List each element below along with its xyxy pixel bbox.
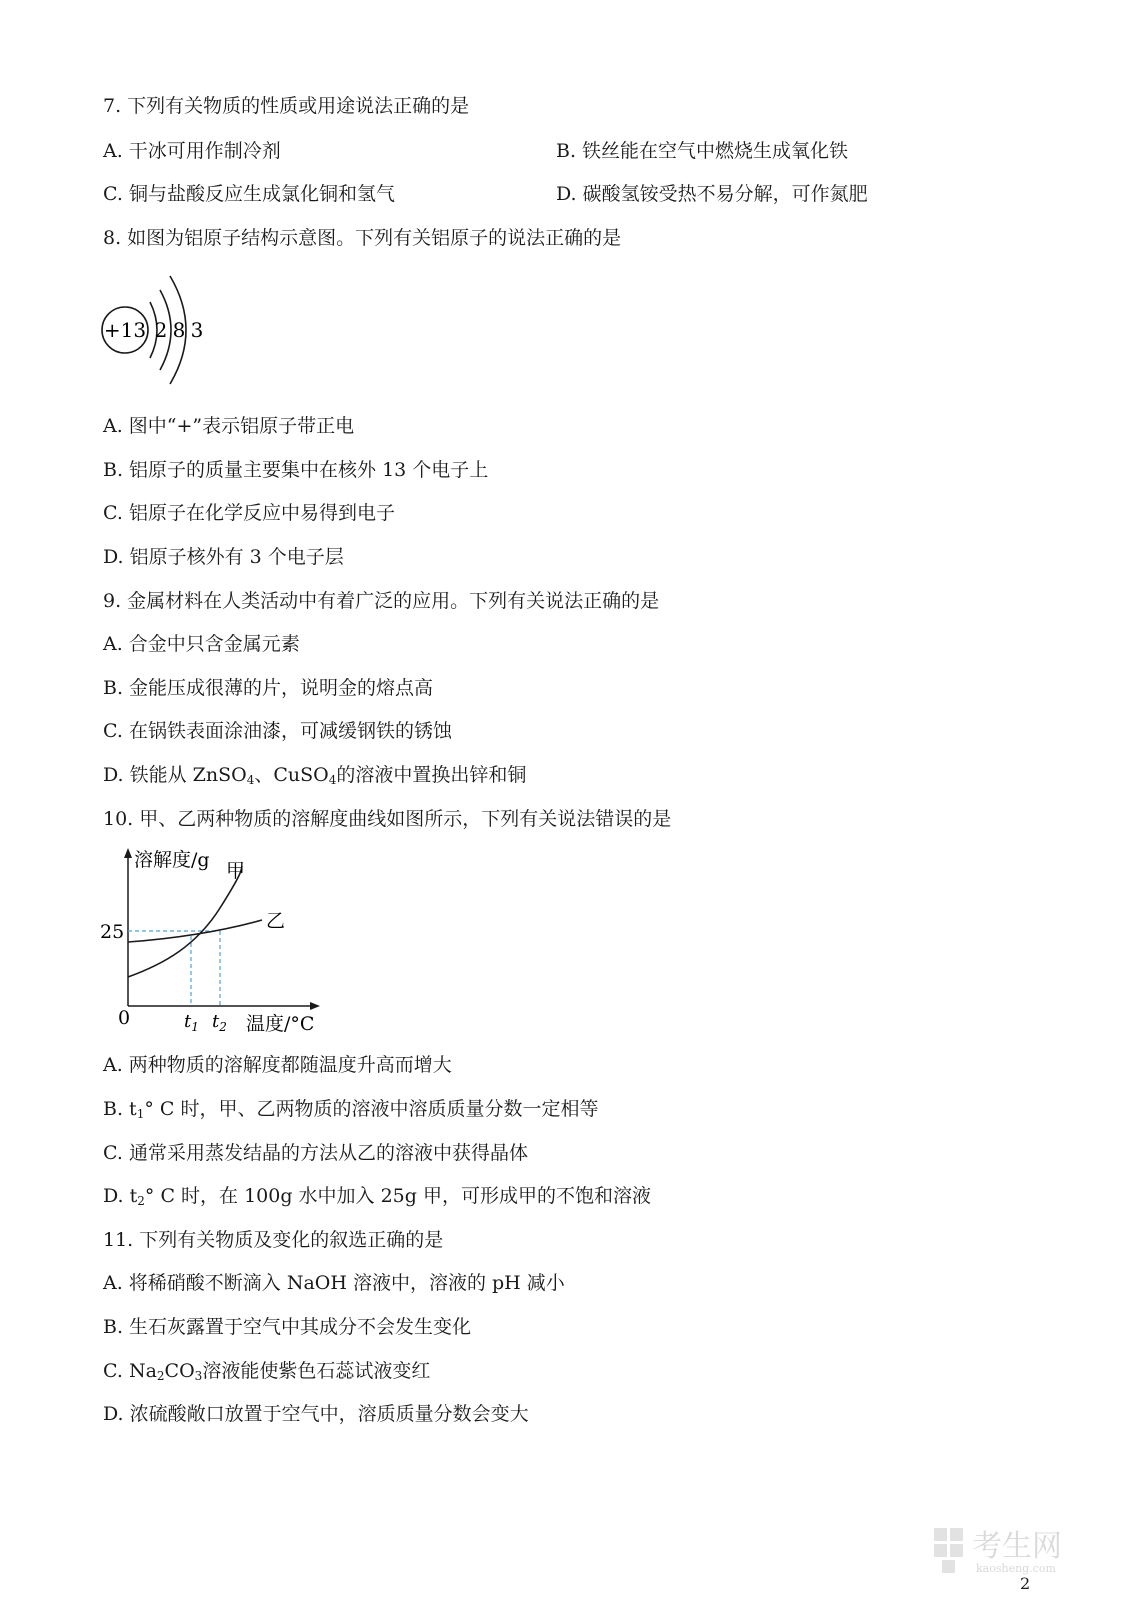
q8-option-b: B. 铝原子的质量主要集中在核外 13 个电子上 [103,459,489,481]
q10-option-c: C. 通常采用蒸发结晶的方法从乙的溶液中获得晶体 [103,1142,528,1164]
q10-option-b: B. $t_1^\circ$ C 时，甲、乙两物质的溶液中溶质质量分数一定相等 [103,1098,599,1121]
q8-option-d: D. 铝原子核外有 3 个电子层 [103,546,344,568]
q8-option-a: A. 图中“+”表示铝原子带正电 [103,415,355,437]
kaosheng-logo-icon [934,1528,963,1573]
shell-3-electrons: 3 [190,318,204,342]
kaosheng-watermark [932,1524,1100,1576]
watermark-brand: 考生网 [972,1529,1062,1564]
q10-option-d: D. $t_2^\circ$ C 时，在 100g 水中加入 25g 甲，可形成甲的不饱和溶液 [103,1185,651,1208]
q9-option-a: A. 合金中只含金属元素 [103,633,300,655]
x-axis-arrow [310,1002,320,1010]
q9-option-b: B. 金能压成很薄的片，说明金的熔点高 [103,677,434,699]
solubility-curve-chart [96,846,336,1047]
q8-stem: 8. 如图为铝原子结构示意图。下列有关铝原子的说法正确的是 [103,227,622,249]
q10-option-a: A. 两种物质的溶解度都随温度升高而增大 [103,1054,452,1076]
q11-option-a: A. 将稀硝酸不断滴入 NaOH 溶液中，溶液的 pH 减小 [103,1272,565,1294]
shell-2-electrons: 8 [172,318,186,342]
q9-stem: 9. 金属材料在人类活动中有着广泛的应用。下列有关说法正确的是 [103,590,660,612]
q11-option-b: B. 生石灰露置于空气中其成分不会发生变化 [103,1316,472,1338]
q7-option-b: B. 铁丝能在空气中燃烧生成氧化铁 [556,140,849,162]
page-number: 2 [1020,1574,1031,1593]
x-tick-t1: $t_1$ [184,1011,199,1034]
q9-option-d: D. 铁能从 ZnSO$_4$、CuSO$_4$的溶液中置换出锌和铜 [103,764,527,787]
series-jia-curve [128,866,242,977]
x-axis-label: 温度/°C [246,1013,315,1035]
nucleus-charge: +13 [103,318,147,342]
y-axis-arrow [124,848,132,858]
q10-stem: 10. 甲、乙两种物质的溶解度曲线如图所示，下列有关说法错误的是 [103,808,672,830]
q7-option-a: A. 干冰可用作制冷剂 [103,140,281,162]
y-tick-25: 25 [100,921,125,943]
x-tick-t2: $t_2$ [212,1011,227,1034]
q11-option-d: D. 浓硫酸敞口放置于空气中，溶质质量分数会变大 [103,1403,529,1425]
shell-1-electrons: 2 [154,318,168,342]
y-axis-label: 溶解度/g [134,849,210,871]
series-jia-label: 甲 [226,860,246,882]
aluminum-atom-diagram [98,270,218,395]
origin-label: 0 [118,1007,131,1029]
q11-stem: 11. 下列有关物质及变化的叙选正确的是 [103,1229,444,1251]
q9-option-c: C. 在锅铁表面涂油漆，可减缓钢铁的锈蚀 [103,720,452,742]
watermark-domain: kaosheng.com [976,1562,1056,1575]
series-yi-label: 乙 [266,910,286,932]
q7-option-c: C. 铜与盐酸反应生成氯化铜和氢气 [103,183,395,205]
q7-option-d: D. 碳酸氢铵受热不易分解，可作氮肥 [556,183,868,205]
q7-stem: 7. 下列有关物质的性质或用途说法正确的是 [103,95,470,117]
q11-option-c: C. $Na_2CO_3$溶液能使紫色石蕊试液变红 [103,1360,431,1383]
q8-option-c: C. 铝原子在化学反应中易得到电子 [103,502,395,524]
